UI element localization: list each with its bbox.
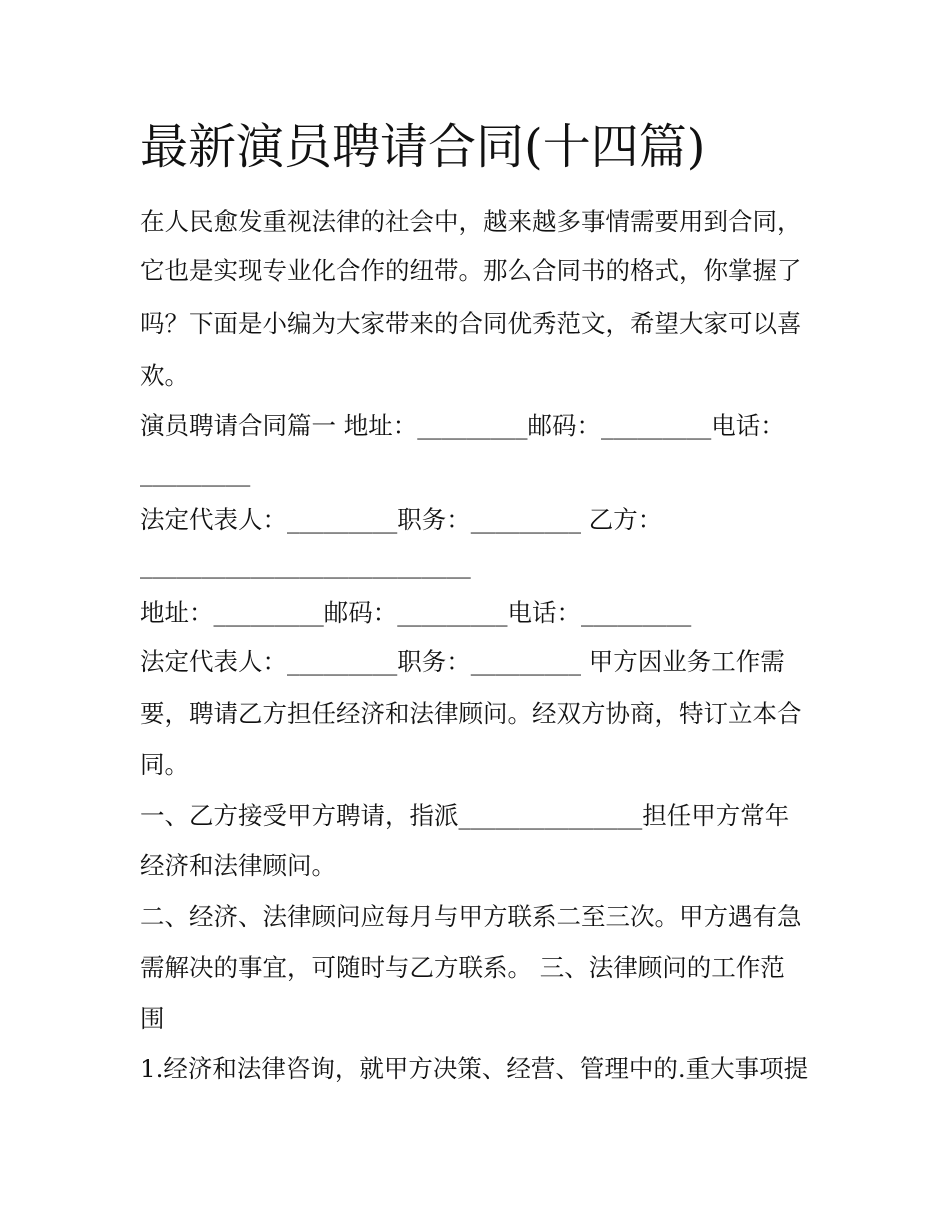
- paragraph-line: 围: [140, 1004, 165, 1033]
- paragraph-line: 二、经济、法律顾问应每月与甲方联系二至三次。甲方遇有急: [140, 902, 802, 931]
- paragraph-line: 吗？下面是小编为大家带来的合同优秀范文，希望大家可以喜: [140, 309, 802, 338]
- paragraph-line: 演员聘请合同篇一 地址：_________邮码：_________电话：: [140, 411, 785, 440]
- paragraph-line: 一、乙方接受甲方聘请，指派_______________担任甲方常年: [140, 801, 790, 830]
- paragraph-line: 在人民愈发重视法律的社会中，越来越多事情需要用到合同，: [140, 207, 802, 236]
- paragraph-line: 需解决的事宜，可随时与乙方联系。 三、法律顾问的工作范: [140, 953, 785, 982]
- document-title: 最新演员聘请合同(十四篇): [140, 119, 706, 175]
- blank-line: ___________________________: [140, 550, 471, 579]
- paragraph-line: 同。: [140, 750, 189, 779]
- paragraph-line: 它也是实现专业化合作的纽带。那么合同书的格式，你掌握了: [140, 256, 802, 285]
- paragraph-line: 地址：_________邮码：_________电话：_________: [140, 598, 692, 627]
- paragraph-line: 要，聘请乙方担任经济和法律顾问。经双方协商，特订立本合: [140, 699, 802, 728]
- paragraph-line: 欢。: [140, 361, 189, 390]
- paragraph-line: 法定代表人：_________职务：_________ 甲方因业务工作需: [140, 647, 785, 676]
- paragraph-line: 经济和法律顾问。: [140, 851, 336, 880]
- paragraph-line: 1.经济和法律咨询，就甲方决策、经营、管理中的.重大事项提: [140, 1054, 809, 1083]
- blank-line: _________: [140, 458, 251, 487]
- paragraph-line: 法定代表人：_________职务：_________ 乙方：: [140, 505, 663, 534]
